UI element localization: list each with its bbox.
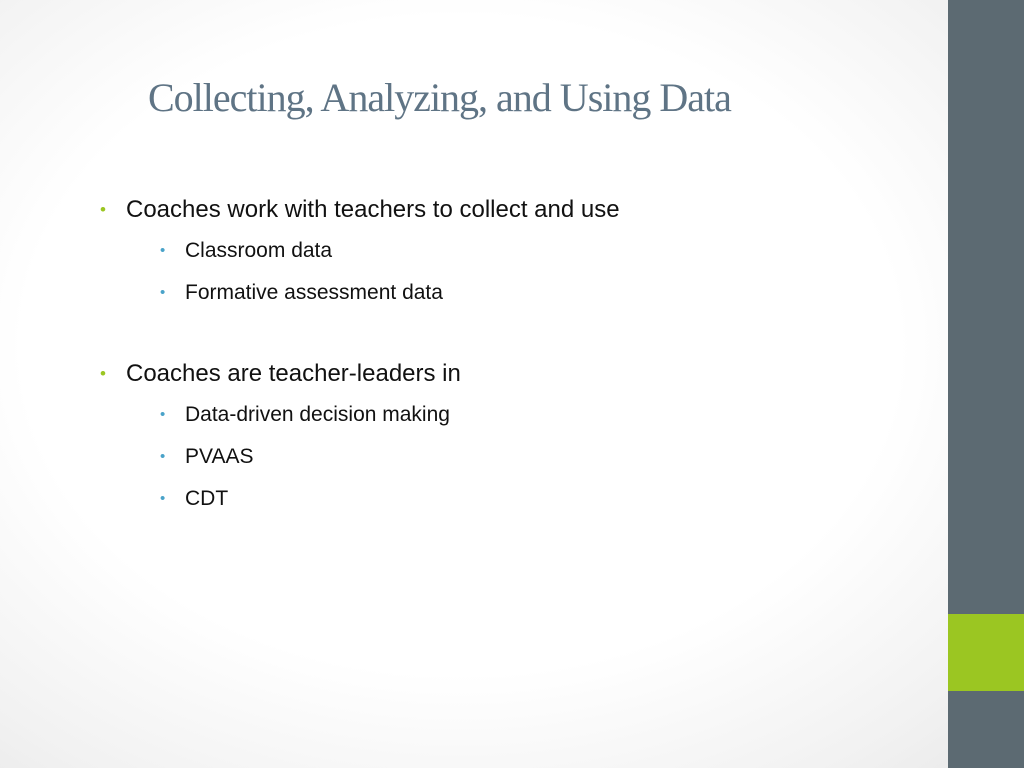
bullet-text: Coaches are teacher-leaders in [126, 360, 461, 387]
bullet-dot-icon: • [100, 364, 106, 383]
slide-title: Collecting, Analyzing, and Using Data [148, 75, 731, 120]
sub-bullet-text: PVAAS [185, 445, 254, 468]
bullet-text: Coaches work with teachers to collect and use [126, 196, 620, 223]
sub-bullet-list [126, 230, 920, 314]
side-accent-block [948, 614, 1024, 691]
sub-bullet-item [160, 478, 920, 520]
sub-bullet-text: CDT [185, 487, 229, 510]
sub-bullet-item [160, 230, 920, 272]
bullet-list [100, 190, 920, 520]
sub-bullet-item [160, 394, 920, 436]
sub-bullet-text: Formative assessment data [185, 281, 443, 304]
bullet-dot-icon: • [100, 200, 106, 219]
sub-bullet-item [160, 436, 920, 478]
sub-bullet-dot-icon: • [160, 490, 166, 507]
spacer [100, 314, 920, 354]
sub-bullet-dot-icon: • [160, 448, 166, 465]
bullet-item-teacher-leaders [100, 354, 920, 520]
sub-bullet-dot-icon: • [160, 284, 166, 301]
sub-bullet-dot-icon: • [160, 242, 166, 259]
sub-bullet-list [126, 394, 920, 520]
sub-bullet-item [160, 272, 920, 314]
sub-bullet-dot-icon: • [160, 406, 166, 423]
sub-bullet-text: Classroom data [185, 239, 333, 262]
bullet-item-coaches-work [100, 190, 920, 314]
sub-bullet-text: Data-driven decision making [185, 403, 450, 426]
